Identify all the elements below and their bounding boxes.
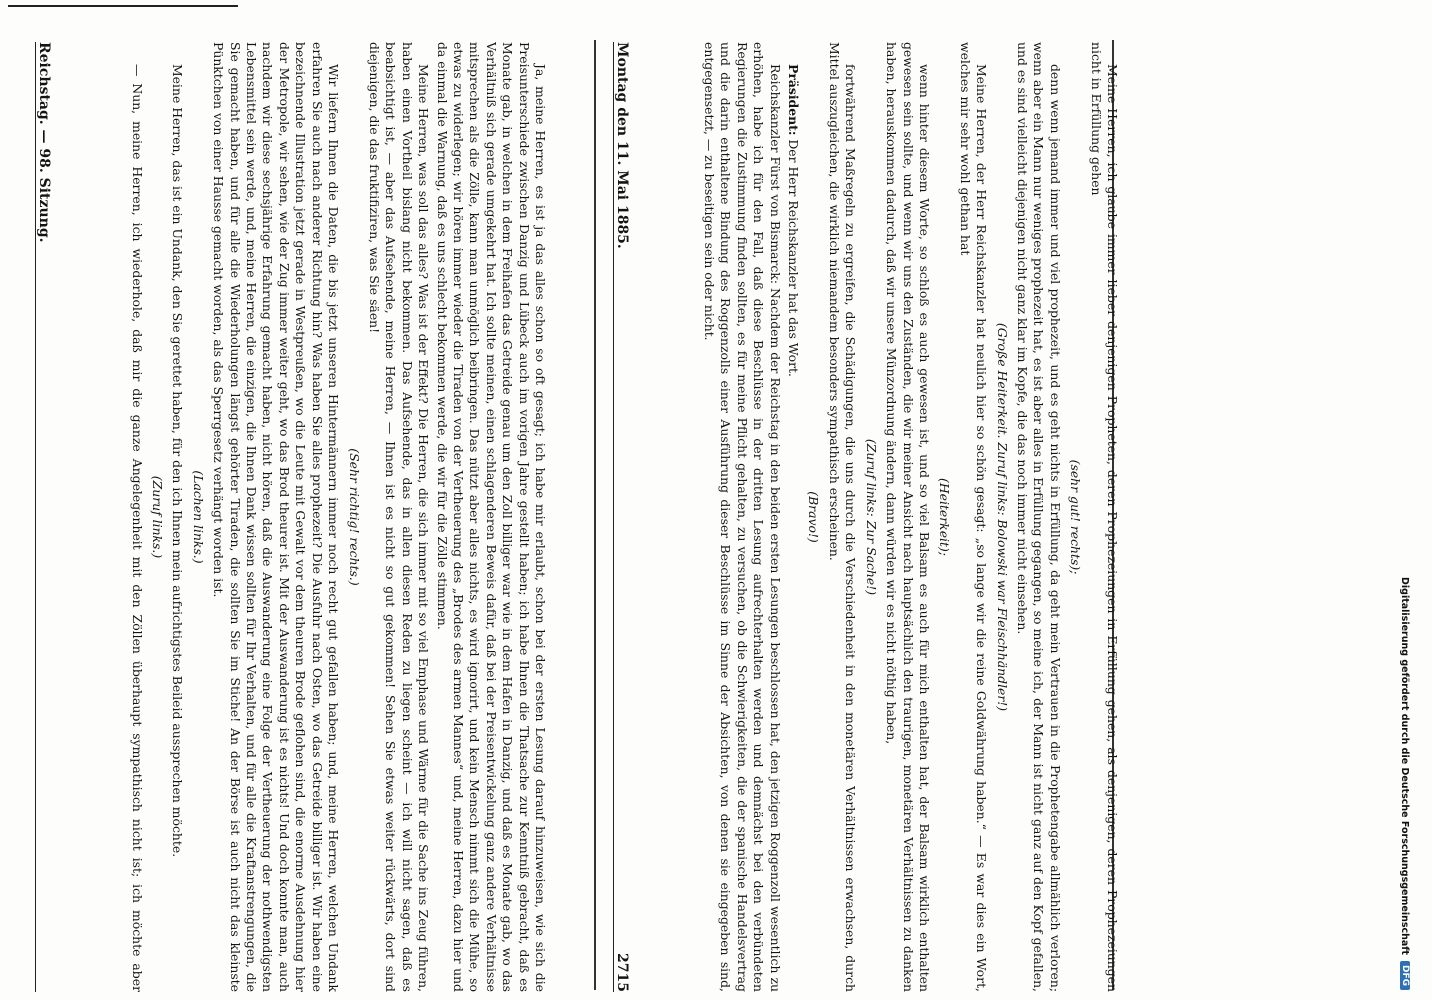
interjection: (Zuruf links: Zur Sache!) [863,438,879,596]
body-paragraph: Meine Herren, der Herr Reichskanzler hat neulich hier so schön gesagt: „so lange wir die reine Goldwährung haben.“ — Es war dies ein Wort, welches mir sehr wohl gethan hat [957,42,990,992]
body-paragraph: wenn hinter diesem Worte, so schloß es auch gewesen ist, und so viel Balsam es auch für mich enthalten hat, der Balsam wirklich enthalten gewesen sein sollte, und wenn wir uns den Zuständen, die wir meiner Ansicht nach hauptsächlich den traurigen, monetären Verhältnissen zu danken haben, herauskommen dadurch, daß wir unsere Münzordnung ändern, dann würden wir es nicht nöthig haben, [884,42,932,992]
credit-text: Digitalisierung gefördert durch die Deutsche Forschungsgemeinschaft [1399,577,1411,955]
interjection: (Zuruf links.) [150,475,166,559]
left-text-column [128,42,548,992]
top-rule [8,5,238,7]
interjection: (Lachen links.) [190,470,206,564]
page-number: 2715 [614,953,630,992]
left-head-text: Reichstag. — 98. Sitzung. [36,42,52,243]
right-head-text: Montag den 11. Mai 1885. [614,42,630,249]
left-running-head [35,42,62,992]
speaker-name: Präsident: [786,64,802,136]
right-text-column [700,42,1120,992]
body-paragraph: Meine Herren, was soll das alles? Was ist der Effekt? Die Herren, die sich immer mit so viel Emphase und Wärme für die Sache ins Zeug führen, haben einen Vortheil bislang nicht bekommen. Das Aufsehende, das in allen diesen Reden zu liegen scheint — ich will nicht sagen, daß es beabsichtigt ist, — aber das Aufsehende, meine Herren, — Ihnen ist es nicht so gut gekommen! Sehen Sie etwas weiter rückwärts, dort sind diejenigen, die das fruktifiziren, was Sie säen! [366,42,432,992]
body-paragraph: denn wenn jemand immer und viel prophezeit, und es geht nichts in Erfüllung, da geht mein Vertrauen in die Prophetengabe allmählich verloren; wenn aber ein Mann nur weniges prophezeit hat, es ist aber alles in Erfüllung gegangen, so meine ich, der Mann ist nicht ganz auf den Kopf gefallen, und es sind vielleicht diejenigen nicht ganz klar im Kopfe, die das noch immer nicht einsehen. [1014,42,1063,992]
body-paragraph: — Nun, meine Herren, ich wiederhole, daß mir die ganze Angelegenheit mit den Zöllen überhaupt sympathisch nicht ist; ich möchte aber [129,64,145,992]
interjection: (Große Heiterkeit. Zuruf links: Bolowski war Fleischhändler!) [994,322,1010,712]
interjection: (sehr gut! rechts); [1068,459,1084,575]
interjection: (Sehr richtig! rechts.) [346,448,362,586]
right-running-head [613,42,640,992]
body-paragraph: Reichskanzler Fürst von Bismarck: Nachdem der Reichstag in den beiden ersten Lesungen beschlossen hat, den jetzigen Roggenzoll wesentlich zu erhöhen, habe ich für den Fall, daß diese Beschlüsse in der dritten Lesung aufrechterhalten werden und demnächst bei den verbündeten Regierungen die Zustimmung finden sollten, es für meine Pflicht gehalten, zu versuchen, ob die Schwierigkeiten, die der spanische Handelsvertrag und die darin enthaltene Bindung des Roggenzolls einer Ausführung dieser Beschlüsse im Sinne der Absichten, von denen sie eingegeben sind, entgegensetzt, — zu beseitigen sein oder nicht. [702,42,783,992]
body-paragraph: Meine Herren, ich glaube immer lieber denjenigen Propheten, deren Prophezeiungen in Erfüllung gehen, als denjenigen, deren Prophezeiungen nicht in Erfüllung gehen [1088,42,1120,992]
body-paragraph: Wir liefern Ihnen die Daten, die bis jetzt unseren Hintermännern immer noch recht gut gefallen haben; und, meine Herren, welchen Undank erfahren Sie auch nach anderer Richtung hin? Was haben Sie alles prophezeit? Die Ausfuhr nach Osten, wo das Getreide billiger ist. Wir haben eine bezeichnende Illustration jetzt gerade in Westpreußen, wo die Leute mit Gewalt vor dem theuren Brode geflohen sind, die enorme Ausdehnung hier der Metropole, wir sehen, wie der Zug immer weiter geht, wo das Brod theurer ist. Mit der Auswanderung ist es nichts! Und doch konnte man, auch nachdem wir diese sechsjährige Erfahrung gemacht haben, nicht hören, daß die Auswanderung eine Folge der Vertheuerung der nothwendigsten Lebensmittel sein werde, und, meine Herren, die einzigen, die Ihnen Dank wissen sollten für Ihr Verhalten, und für alle die Kraftanstrengungen, die Sie gemacht haben, und für alle die Wiederholungen längst gehörter Tiraden, die sollten Sie im Stiche! An der Börse ist auch nicht das kleinste Pünktchen von einer Hausse gemacht worden, als das Sperrgesetz verhängt worden ist. [211,42,342,992]
body-paragraph: Meine Herren, das ist ein Undank, den Sie gerettet haben, für den ich Ihnen mein aufrichtigstes Beileid aussprechen möchte. [170,64,186,858]
speaker-text: Der Herr Reichskanzler hat das Wort. [786,135,802,377]
speaker-paragraph [785,42,801,992]
digitization-credit [1398,10,1412,990]
dfg-logo: DFG [1400,961,1410,990]
column-divider [594,40,596,990]
interjection: (Heiterkeit); [937,478,953,556]
interjection: (Bravo!) [806,491,822,543]
body-paragraph: Ja, meine Herren, es ist ja das alles schon so oft gesagt; ich habe mir erlaubt, schon bei der ersten Lesung darauf hinzuweisen, wie sich die Preisunterschiede zwischen Danzig und Lübeck auch im vorigen Jahre gestellt haben; ich habe Ihnen die Thatsache zur Kenntniß gebracht, daß es Monate gab, in welchen in dem Freihafen das Getreide genau um den Zoll billiger war wie in dem Hafen in Danzig, und daß es Monate gab, wo das Verhältniß sich gerade umgekehrt hat. Ich sollte meinen, einen schlagenderen Beweis dafür, daß bei der Preisentwickelung ganz andere Verhältnisse mitsprechen als die Zölle, kann man unmöglich beibringen. Das nützt aber alles nichts, es wird ignorirt, und kein Mensch nimmt sich die Mühe, so etwas zu widerlegen; wir hören immer wieder die Tiraden von der Vertheuerung des „Brodes des armen Mannes“ und, meine Herren, dazu hier und da einmal die Warnung, daß es uns schlecht bekommen werde, die wir für die Zölle stimmen. [434,42,548,992]
body-paragraph: fortwährend Maßregeln zu ergreifen, die Schädigungen, die uns durch die Verschiedenheit in den monetären Verhältnissen erwachsen, durch Mittel auszugleichen, die wirklich niemandem besonders sympathisch erscheinen. [826,42,859,992]
